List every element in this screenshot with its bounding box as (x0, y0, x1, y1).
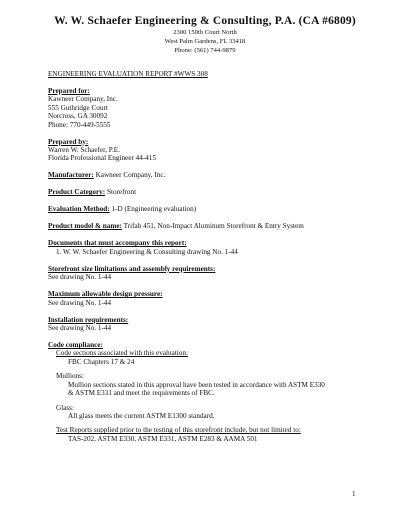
code-sections-subheading: Code sections associated with this evaluation: (56, 349, 188, 358)
prepared-for-section (48, 87, 368, 129)
documents-section (48, 239, 368, 256)
product-category-value: Storefront (106, 188, 137, 197)
manufacturer-value: Kawneer Company, Inc. (95, 171, 166, 180)
installation-value: See drawing No. 1-44 (48, 324, 112, 333)
company-address-line-2: West Palm Gardens, FL 33418 (164, 38, 246, 45)
prepared-by-line: Florida Professional Engineer 44-415 (48, 154, 156, 163)
product-model-label: Product model & name: (48, 222, 122, 231)
product-model-row (48, 222, 368, 230)
test-reports-heading: Test Reports supplied prior to the testing of this storefront include, but not limited to: (56, 426, 301, 435)
max-pressure-heading: Maximum allowable design pressure: (48, 290, 163, 299)
evaluation-method-label: Evaluation Method: (48, 205, 110, 214)
letterhead (0, 14, 410, 55)
glass-heading: Glass: (56, 403, 74, 412)
max-pressure-value: See drawing No. 1-44 (48, 298, 112, 307)
document-item: 1. W. W. Schaefer Engineering & Consulting drawing No. 1-44 (56, 247, 238, 256)
mullions-text-line: Mullion sections stated in this approval have been tested in accordance with ASTM E330 (68, 380, 325, 389)
installation-heading: Installation requirements: (48, 315, 129, 324)
company-phone: Phone: (561) 744-9879 (174, 47, 236, 54)
test-reports-list: TAS-202, ASTM E330, ASTM E331, ASTM E283 & AAMA 501 (68, 434, 258, 443)
report-body (48, 70, 368, 452)
evaluation-method-row (48, 205, 368, 213)
prepared-by-heading: Prepared by: (48, 137, 89, 146)
documents-heading: Documents that must accompany this report: (48, 239, 187, 248)
page-number: 1 (352, 490, 356, 498)
report-title: ENGINEERING EVALUATION REPORT #WWS 308 (48, 70, 208, 78)
prepared-for-line: Phone: 770-449-5555 (48, 120, 111, 129)
glass-text: All glass meets the current ASTM E1300 standard. (68, 411, 215, 420)
max-pressure-section (48, 290, 368, 307)
prepared-by-line: Warren W. Schaefer, P.E. (48, 146, 120, 155)
prepared-for-line: Kawneer Company, Inc. (48, 95, 118, 104)
code-compliance-section (48, 341, 368, 443)
company-name: W. W. Schaefer Engineering & Consulting, P.A. (CA #6809) (54, 15, 356, 27)
evaluation-method-value: 1-D (Engineering evaluation) (111, 205, 197, 214)
prepared-for-heading: Prepared for: (48, 87, 90, 95)
manufacturer-label: Manufacturer: (48, 171, 94, 180)
storefront-size-value: See drawing No. 1-44 (48, 273, 112, 282)
product-category-label: Product Category: (48, 188, 106, 197)
prepared-for-line: Norcross, GA 30092 (48, 112, 108, 121)
product-model-value: Trifab 451, Non-Impact Aluminum Storefront & Entry System (123, 222, 304, 231)
prepared-for-line: 555 Guthridge Court (48, 103, 108, 112)
storefront-size-heading: Storefront size limitations and assembly requirements: (48, 264, 216, 273)
prepared-by-section (48, 138, 368, 163)
product-category-row (48, 188, 368, 196)
company-address-line-1: 2300 150th Court North (173, 29, 237, 36)
installation-section (48, 316, 368, 333)
manufacturer-row (48, 171, 368, 179)
storefront-size-section (48, 265, 368, 282)
mullions-text-line: & ASTM E331 and meet the requirements of FBC. (68, 389, 215, 398)
code-compliance-heading: Code compliance: (48, 341, 103, 350)
code-sections-value: FBC Chapters 17 & 24 (68, 357, 135, 366)
mullions-heading: Mullions: (56, 372, 84, 381)
